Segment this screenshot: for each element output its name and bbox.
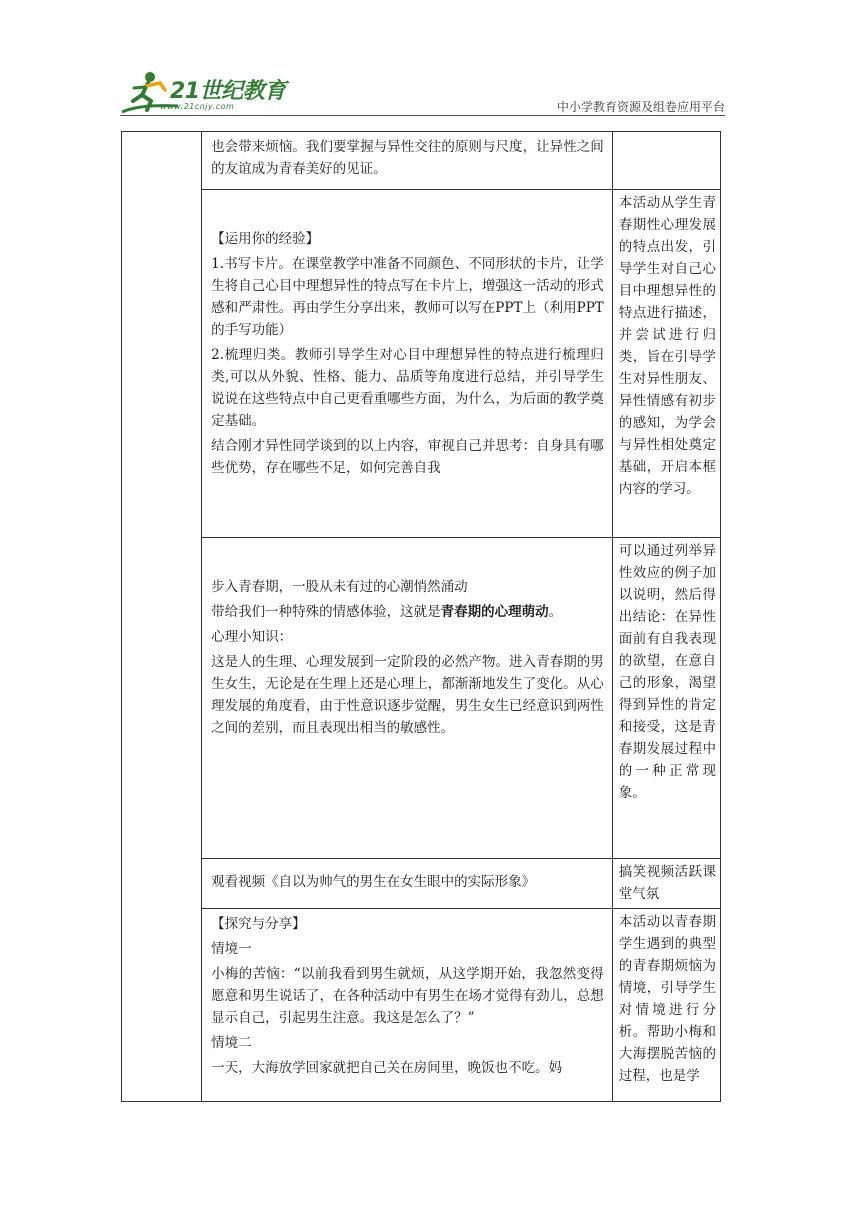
table-row (122, 859, 721, 909)
text-span: 带给我们一种特殊的情感体验，这就是 (211, 604, 441, 620)
paragraph: 步入青春期，一股从未有过的心潮悄然涌动 (211, 579, 468, 595)
paragraph: 心理小知识： (211, 629, 293, 645)
stage-cell (122, 132, 202, 1102)
design-intent-cell: 搞笑视频活跃课堂气氛 (612, 859, 720, 909)
lesson-plan-table (121, 131, 721, 1102)
paragraph: 结合刚才异性同学谈到的以上内容，审视自己并思考：自身具有哪些优势，存在哪些不足，如何完善自我 (211, 438, 604, 476)
table-row (122, 909, 721, 1102)
paragraph (211, 601, 604, 623)
paragraph: 2.梳理归类。教师引导学生对心目中理想异性的特点进行梳理归类,可以从外貌、性格、能力、品质等角度进行总结，并引导学生说说在这些特点中自己更看重哪些方面，为什么，为后面的教学奠定基础。 (211, 347, 604, 429)
design-intent-cell (612, 132, 720, 190)
content-cell (202, 132, 613, 190)
logo-wordmark: 21世纪教育 (170, 79, 286, 104)
text-span: 。 (548, 604, 563, 620)
content-cell (202, 538, 613, 859)
section-heading: 【运用你的经验】 (211, 231, 320, 247)
table-row (122, 132, 721, 190)
design-intent-cell: 本活动从学生青春期性心理发展的特点出发，引导学生对自己心目中理想异性的特点进行描述，并尝试进行归类，旨在引导学生对异性朋友、异性情感有初步的感知，为学会与异性相处奠定基础，开启本框内容的学习。 (612, 190, 720, 538)
table-row (122, 538, 721, 859)
paragraph: 情境一 (211, 941, 252, 957)
paragraph: 1.书写卡片。在课堂教学中准备不同颜色、不同形状的卡片，让学生将自己心目中理想异性的特点写在卡片上，增强这一活动的形式感和严肃性。再由学生分享出来，教师可以写在PPT上（利用PPT的手写功能） (211, 256, 604, 338)
design-intent-cell: 本活动以青春期学生遇到的典型的青春期烦恼为情境，引导学生对情境进行分析。帮助小梅和大海摆脱苦恼的过程，也是学 (612, 909, 720, 1102)
content-cell (202, 859, 613, 909)
header-divider (120, 115, 725, 116)
page-header (120, 68, 725, 118)
section-heading: 【探究与分享】 (211, 916, 306, 932)
site-logo[interactable] (120, 68, 295, 116)
content-cell (202, 909, 613, 1102)
paragraph: 情境二 (211, 1035, 252, 1051)
header-tagline: 中小学教育资源及组卷应用平台 (556, 100, 725, 114)
logo-url: www.21cnjy.com (160, 102, 235, 111)
paragraph: 这是人的生理、心理发展到一定阶段的必然产物。进入青春期的男生女生，无论是在生理上还是心理上，都渐渐地发生了变化。从心理发展的角度看，由于性意识逐步觉醒，男生女生已经意识到两性之间的差别，而且表现出相当的敏感性。 (211, 654, 604, 736)
paragraph: 一天，大海放学回家就把自己关在房间里，晚饭也不吃。妈 (211, 1060, 563, 1076)
paragraph: 也会带来烦恼。我们要掌握与异性交往的原则与尺度，让异性之间的友谊成为青春美好的见证。 (211, 139, 604, 177)
paragraph: 小梅的苦恼：“以前我看到男生就烦，从这学期开始，我忽然变得愿意和男生说话了，在各种活动中有男生在场才觉得有劲儿，总想显示自己，引起男生注意。我这是怎么了？” (211, 966, 604, 1026)
design-intent-cell: 可以通过列举异性效应的例子加以说明，然后得出结论：在异性面前有自我表现的欲望，在意自己的形象，渴望得到异性的肯定和接受，这是青春期发展过程中的一种正常现象。 (612, 538, 720, 859)
key-term: 青春期的心理萌动 (440, 604, 549, 620)
table-row (122, 190, 721, 538)
content-cell (202, 190, 613, 538)
paragraph: 观看视频《自以为帅气的男生在女生眼中的实际形象》 (211, 874, 536, 890)
